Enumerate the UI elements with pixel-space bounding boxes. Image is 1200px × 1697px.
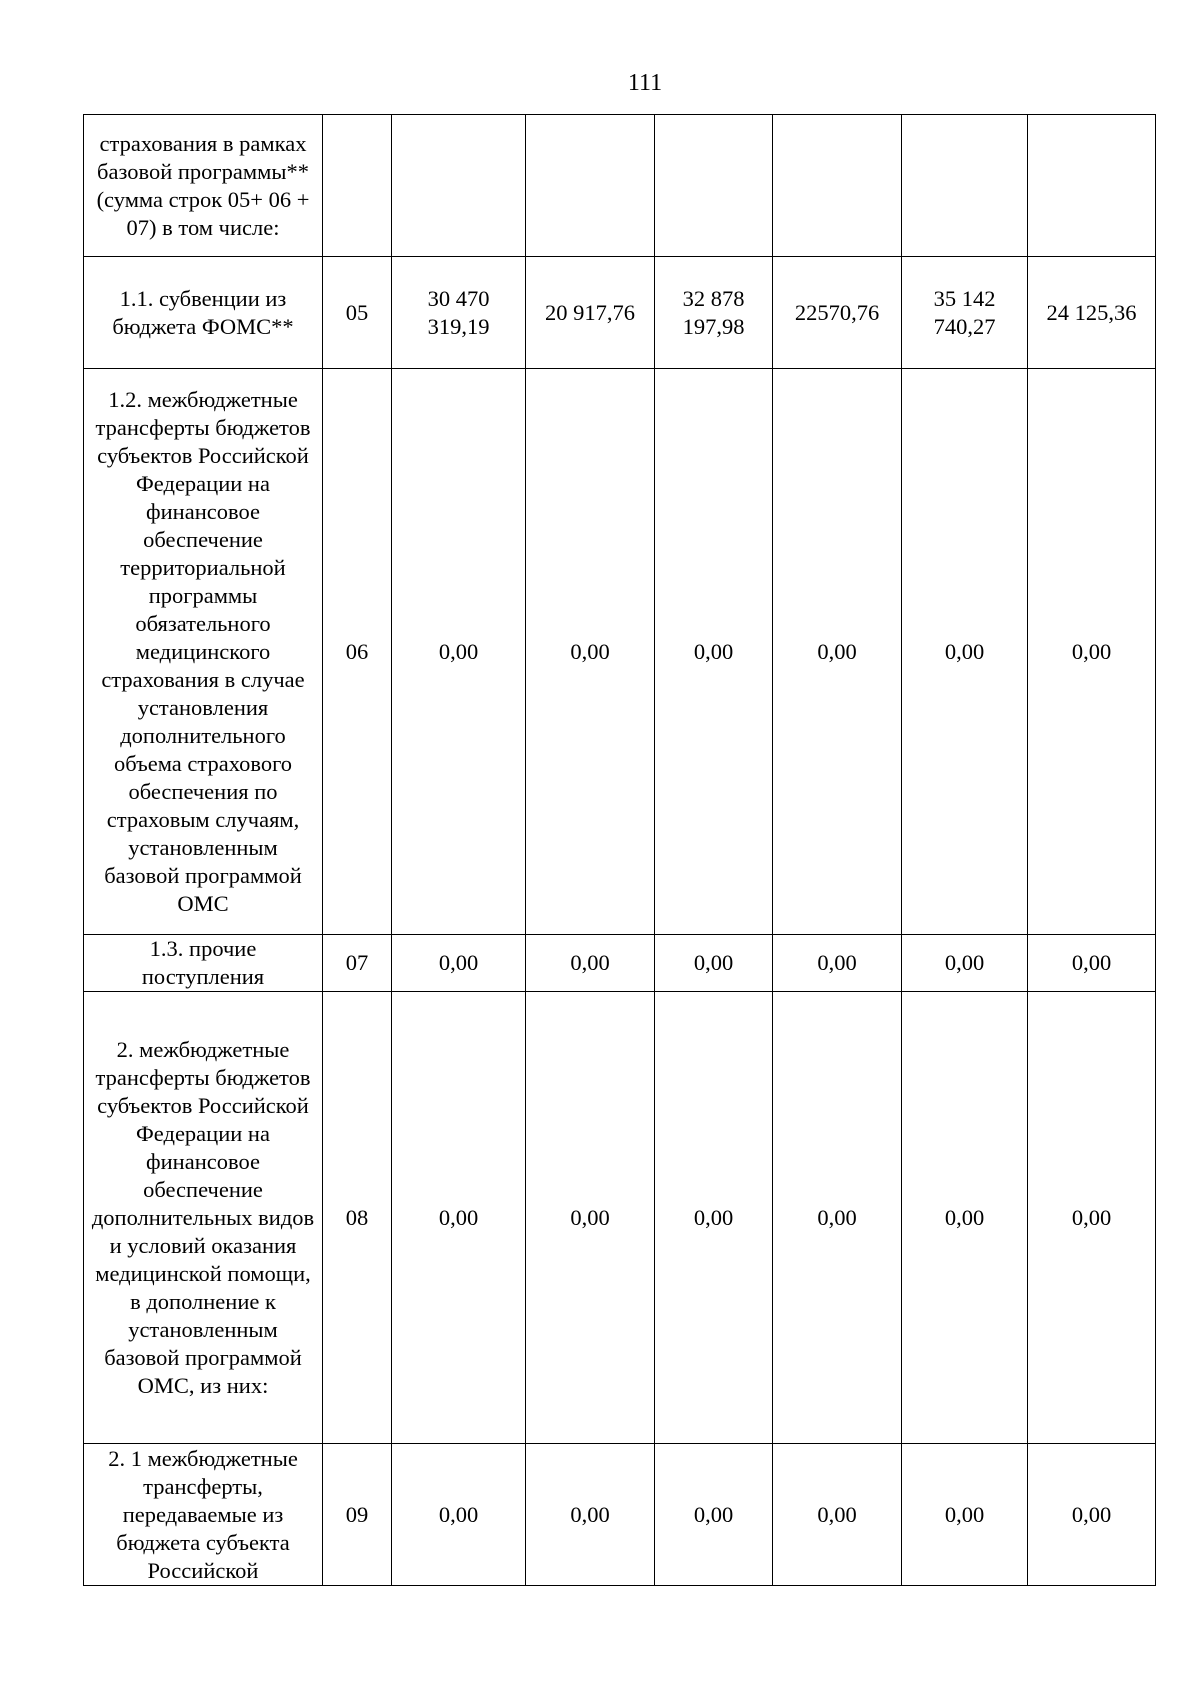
value-cell: 30 470 319,19 — [392, 257, 526, 369]
row-code-cell: 05 — [323, 257, 392, 369]
table-row — [84, 1444, 1156, 1586]
value-cell: 35 142 740,27 — [902, 257, 1028, 369]
row-code-cell: 06 — [323, 369, 392, 935]
value-cell: 0,00 — [902, 935, 1028, 992]
row-code-cell: 09 — [323, 1444, 392, 1586]
value-cell: 0,00 — [526, 369, 655, 935]
value-cell — [392, 115, 526, 257]
value-cell: 0,00 — [655, 369, 773, 935]
value-cell: 0,00 — [1028, 1444, 1156, 1586]
table-row — [84, 992, 1156, 1444]
value-cell: 0,00 — [392, 1444, 526, 1586]
value-cell: 0,00 — [392, 369, 526, 935]
row-name-cell: 1.1. субвенции из бюджета ФОМС** — [84, 257, 323, 369]
value-cell: 0,00 — [1028, 935, 1156, 992]
table-row — [84, 115, 1156, 257]
value-cell: 0,00 — [526, 992, 655, 1444]
row-code-cell: 07 — [323, 935, 392, 992]
row-name-cell: 2. 1 межбюджетные трансферты, передаваемые из бюджета субъекта Российской — [84, 1444, 323, 1586]
value-cell: 0,00 — [902, 992, 1028, 1444]
value-cell: 0,00 — [392, 992, 526, 1444]
value-cell: 0,00 — [655, 935, 773, 992]
row-name-cell: 1.2. межбюджетные трансферты бюджетов субъектов Российской Федерации на финансовое обеспечение территориальной программы обязательного медицинского страхования в случае установления дополнительного объема страхового обеспечения по страховым случаям, установленным базовой программой ОМС — [84, 369, 323, 935]
financing-table — [83, 114, 1156, 1586]
value-cell — [773, 115, 902, 257]
value-cell — [655, 115, 773, 257]
page-number: 111 — [627, 70, 663, 96]
value-cell: 0,00 — [902, 1444, 1028, 1586]
value-cell: 0,00 — [526, 1444, 655, 1586]
value-cell — [1028, 115, 1156, 257]
value-cell: 0,00 — [392, 935, 526, 992]
value-cell: 22570,76 — [773, 257, 902, 369]
row-code-cell — [323, 115, 392, 257]
value-cell: 0,00 — [1028, 369, 1156, 935]
row-name-cell: 1.3. прочие поступления — [84, 935, 323, 992]
value-cell — [902, 115, 1028, 257]
value-cell: 0,00 — [773, 935, 902, 992]
value-cell: 0,00 — [655, 992, 773, 1444]
value-cell: 0,00 — [902, 369, 1028, 935]
value-cell: 20 917,76 — [526, 257, 655, 369]
table-row — [84, 935, 1156, 992]
value-cell: 24 125,36 — [1028, 257, 1156, 369]
value-cell: 0,00 — [773, 992, 902, 1444]
value-cell: 32 878 197,98 — [655, 257, 773, 369]
row-name-cell: 2. межбюджетные трансферты бюджетов субъектов Российской Федерации на финансовое обеспечение дополнительных видов и условий оказания медицинской помощи, в дополнение к установленным базовой программой ОМС, из них: — [84, 992, 323, 1444]
row-code-cell: 08 — [323, 992, 392, 1444]
value-cell: 0,00 — [773, 1444, 902, 1586]
row-name-cell: страхования в рамках базовой программы** (сумма строк 05+ 06 + 07) в том числе: — [84, 115, 323, 257]
value-cell: 0,00 — [655, 1444, 773, 1586]
value-cell — [526, 115, 655, 257]
table-row — [84, 257, 1156, 369]
table-row — [84, 369, 1156, 935]
value-cell: 0,00 — [1028, 992, 1156, 1444]
value-cell: 0,00 — [773, 369, 902, 935]
value-cell: 0,00 — [526, 935, 655, 992]
